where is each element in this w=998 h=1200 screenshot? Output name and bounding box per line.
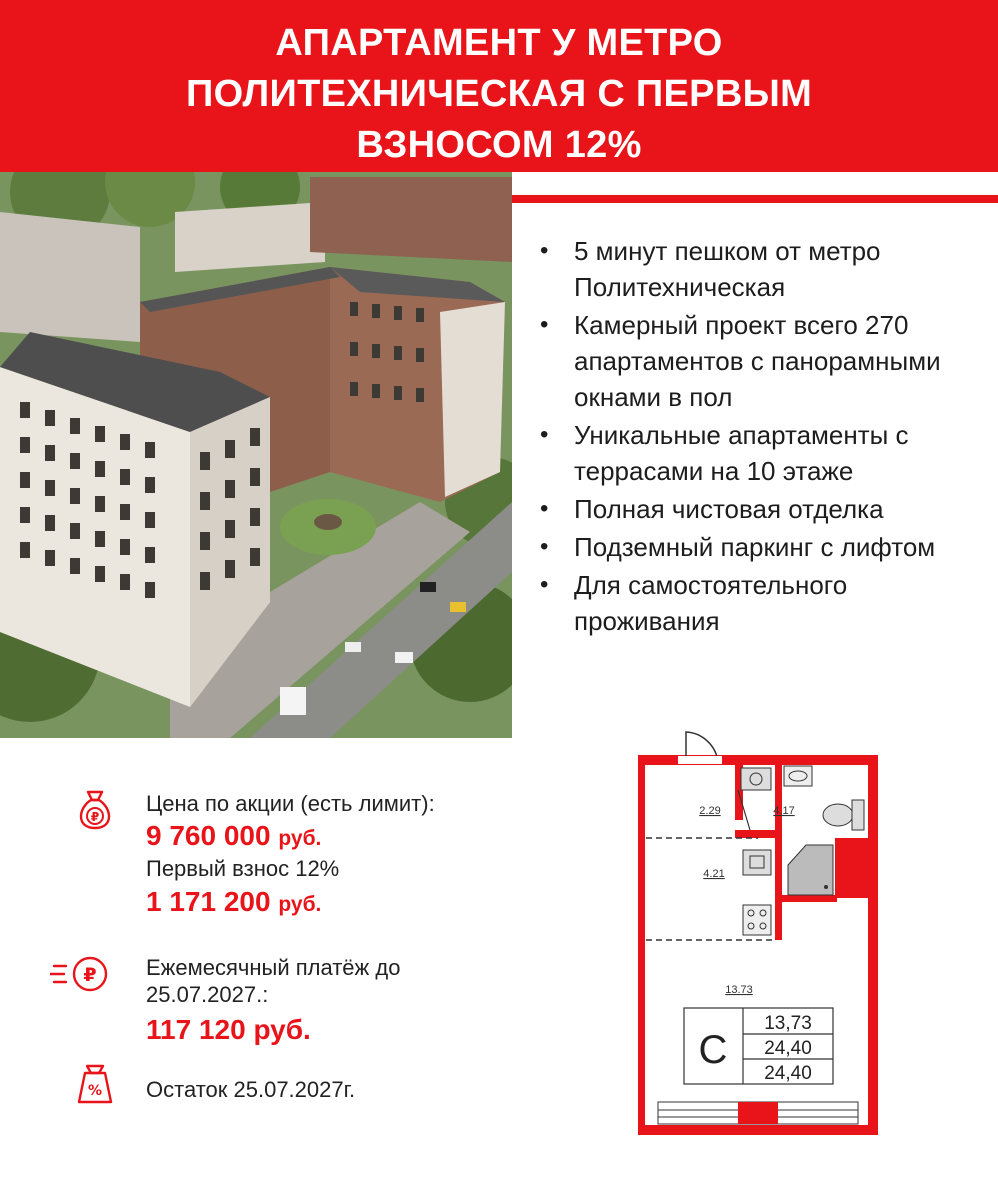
fast-ruble-payment-icon <box>50 950 116 996</box>
remainder-label: Остаток 25.07.2027г. <box>146 1077 356 1102</box>
title-line-1: АПАРТАМЕНТ У МЕТРО <box>275 22 723 64</box>
down-payment-value: 1 171 200 <box>146 886 271 917</box>
room-kitchen-area: 4.21 <box>703 868 725 880</box>
title-line-2: ПОЛИТЕХНИЧЕСКАЯ С ПЕРВЫМ <box>185 73 813 115</box>
svg-text:%: % <box>87 1083 103 1099</box>
promo-price-value: 9 760 000 <box>146 820 271 851</box>
money-bag-ruble-icon <box>72 786 118 832</box>
room-hall-area: 2.29 <box>699 805 721 817</box>
promo-price <box>146 817 321 858</box>
feature-list <box>538 233 993 641</box>
promo-label: Цена по акции (есть лимит): <box>146 791 435 816</box>
feature-item: • Уникальные апартаменты с террасами на 10 этаже <box>538 417 993 489</box>
room-bath-area: 4.17 <box>773 805 795 817</box>
room-main-area: 13.73 <box>725 984 753 996</box>
decorative-red-line <box>445 195 998 203</box>
svg-text:₽: ₽ <box>83 964 97 986</box>
feature-item: • Полная чистовая отделка <box>538 491 993 527</box>
monthly-price: 117 120 руб. <box>146 1014 311 1045</box>
bag-percent-icon <box>72 1060 118 1106</box>
monthly-label-line-2: 25.07.2027.: <box>146 982 269 1007</box>
area-total: 24,40 <box>764 1038 812 1059</box>
feature-item: • Подземный паркинг с лифтом <box>538 529 993 565</box>
title-banner <box>0 0 998 172</box>
down-payment-unit: руб. <box>278 893 322 916</box>
area-living: 13,73 <box>764 1013 812 1034</box>
apartment-type-letter: C <box>698 1028 728 1072</box>
feature-item: • 5 минут пешком от метро Политехническая <box>538 233 993 305</box>
down-payment-label: Первый взнос 12% <box>146 856 340 881</box>
page-title <box>0 0 998 171</box>
down-payment-price <box>146 883 321 924</box>
feature-item: • Камерный проект всего 270 апартаментов с панорамными окнами в пол <box>538 307 993 415</box>
area-total-2: 24,40 <box>764 1063 812 1084</box>
building-rendering <box>0 172 512 738</box>
floor-plan <box>638 730 878 1140</box>
monthly-label-line-1: Ежемесячный платёж до <box>146 955 401 980</box>
promo-price-unit: руб. <box>278 827 322 850</box>
title-line-3: ВЗНОСОМ 12% <box>356 124 642 166</box>
svg-text:₽: ₽ <box>90 810 100 824</box>
feature-item: • Для самостоятельного проживания <box>538 567 993 639</box>
